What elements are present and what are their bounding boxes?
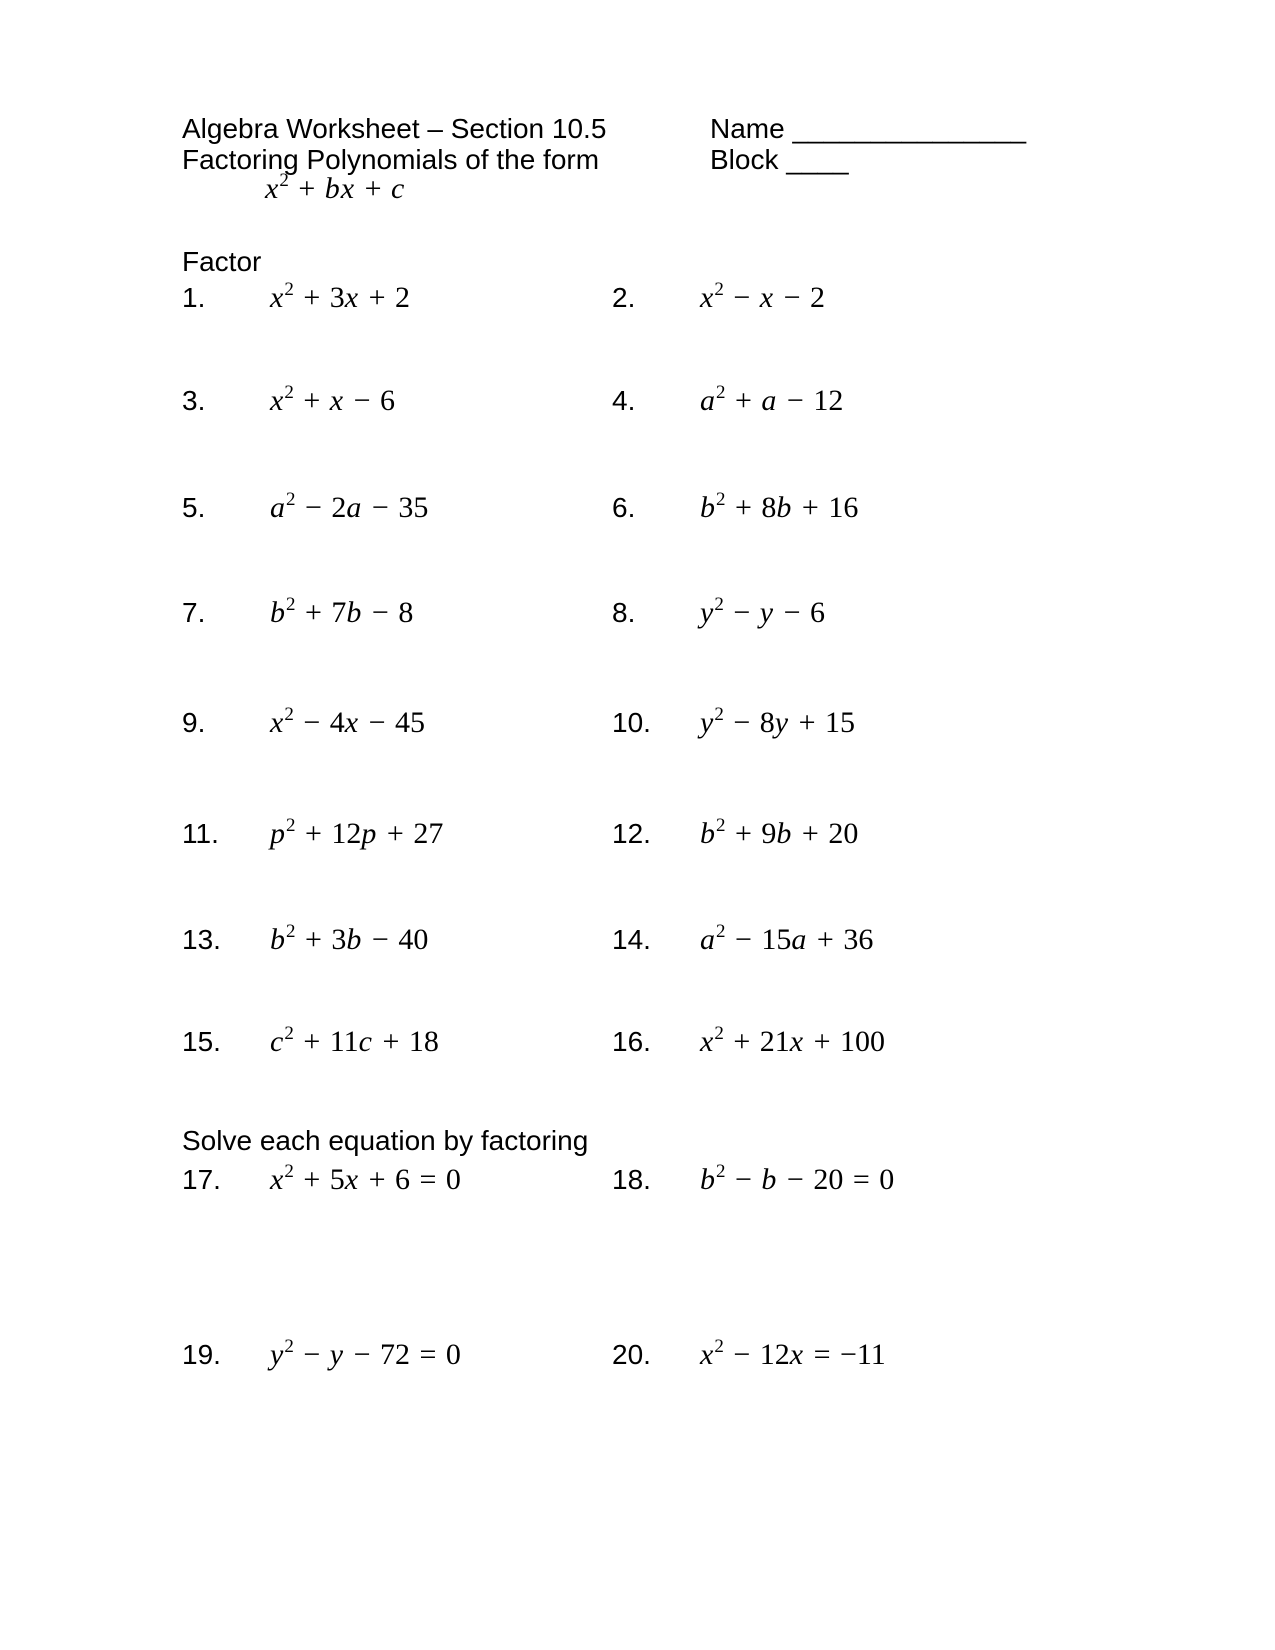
worksheet-title-line1: Algebra Worksheet – Section 10.5	[182, 113, 607, 144]
name-blank: _______________	[792, 113, 1027, 144]
problem-3	[182, 384, 395, 418]
problem-20	[612, 1338, 886, 1372]
problem-expression: $y^2 - y - 6$	[700, 594, 825, 629]
problem-expression: $x^2 + 3x + 2$	[270, 279, 410, 314]
problem-expression: $a^2 - 15a + 36$	[700, 921, 874, 956]
problem-number: 3.	[182, 385, 206, 416]
problem-number: 2.	[612, 282, 636, 313]
problem-4	[612, 384, 843, 418]
problem-number: 7.	[182, 597, 206, 628]
problem-number: 13.	[182, 924, 221, 955]
problem-expression: $x^2 - x - 2$	[700, 279, 825, 314]
problem-expression: $b^2 + 9b + 20$	[700, 815, 859, 850]
problem-14	[612, 923, 873, 957]
problem-expression: $b^2 + 8b + 16$	[700, 489, 859, 524]
problem-number: 20.	[612, 1339, 651, 1370]
problem-number: 17.	[182, 1164, 221, 1195]
problem-expression: $y^2 - 8y + 15$	[700, 704, 855, 739]
problem-number: 19.	[182, 1339, 221, 1370]
problem-expression: $x^2 + 21x + 100$	[700, 1023, 885, 1058]
problem-expression: $x^2 + 5x + 6 = 0$	[270, 1161, 461, 1196]
problem-expression: $a^2 - 2a - 35$	[270, 489, 429, 524]
problem-expression: $a^2 + a - 12$	[700, 382, 844, 417]
problem-number: 4.	[612, 385, 636, 416]
worksheet-header	[182, 113, 606, 175]
problem-number: 1.	[182, 282, 206, 313]
problem-number: 8.	[612, 597, 636, 628]
problem-number: 9.	[182, 707, 206, 738]
problem-11	[182, 817, 443, 851]
problem-expression: $x^2 - 4x - 45$	[270, 704, 425, 739]
problem-expression: $x^2 - 12x = -11$	[700, 1336, 886, 1371]
problem-expression: $b^2 + 3b - 40$	[270, 921, 429, 956]
problem-7	[182, 596, 413, 630]
problem-16	[612, 1025, 885, 1059]
problem-expression: $p^2 + 12p + 27$	[270, 815, 444, 850]
problem-8	[612, 596, 825, 630]
name-label: Name	[710, 113, 785, 144]
problem-5	[182, 491, 428, 525]
block-blank: ____	[786, 144, 849, 175]
problem-6	[612, 491, 858, 525]
name-block	[710, 113, 1026, 175]
problem-number: 12.	[612, 818, 651, 849]
problem-number: 11.	[182, 818, 219, 849]
worksheet-title-line2: Factoring Polynomials of the form	[182, 144, 600, 175]
problem-number: 18.	[612, 1164, 651, 1195]
problem-13	[182, 923, 428, 957]
problem-expression: $b^2 - b - 20 = 0$	[700, 1161, 895, 1196]
worksheet-formula: $x^2$ + bx + c	[265, 170, 405, 205]
problem-number: 16.	[612, 1026, 651, 1057]
problem-10	[612, 706, 855, 740]
solve-section-heading: Solve each equation by factoring	[182, 1125, 589, 1156]
block-label: Block	[710, 144, 779, 175]
problem-18	[612, 1163, 894, 1197]
problem-number: 15.	[182, 1026, 221, 1057]
problem-number: 5.	[182, 492, 206, 523]
problem-1	[182, 281, 410, 315]
problem-number: 14.	[612, 924, 651, 955]
problem-12	[612, 817, 858, 851]
problem-15	[182, 1025, 439, 1059]
problem-number: 6.	[612, 492, 636, 523]
problem-9	[182, 706, 425, 740]
problem-expression: $c^2 + 11c + 18$	[270, 1023, 439, 1058]
problem-19	[182, 1338, 461, 1372]
problem-expression: $b^2 + 7b - 8$	[270, 594, 414, 629]
problem-number: 10.	[612, 707, 651, 738]
problem-2	[612, 281, 825, 315]
problem-expression: $y^2 - y - 72 = 0$	[270, 1336, 461, 1371]
problem-17	[182, 1163, 461, 1197]
problem-expression: $x^2 + x - 6$	[270, 382, 395, 417]
factor-section-heading: Factor	[182, 246, 262, 277]
